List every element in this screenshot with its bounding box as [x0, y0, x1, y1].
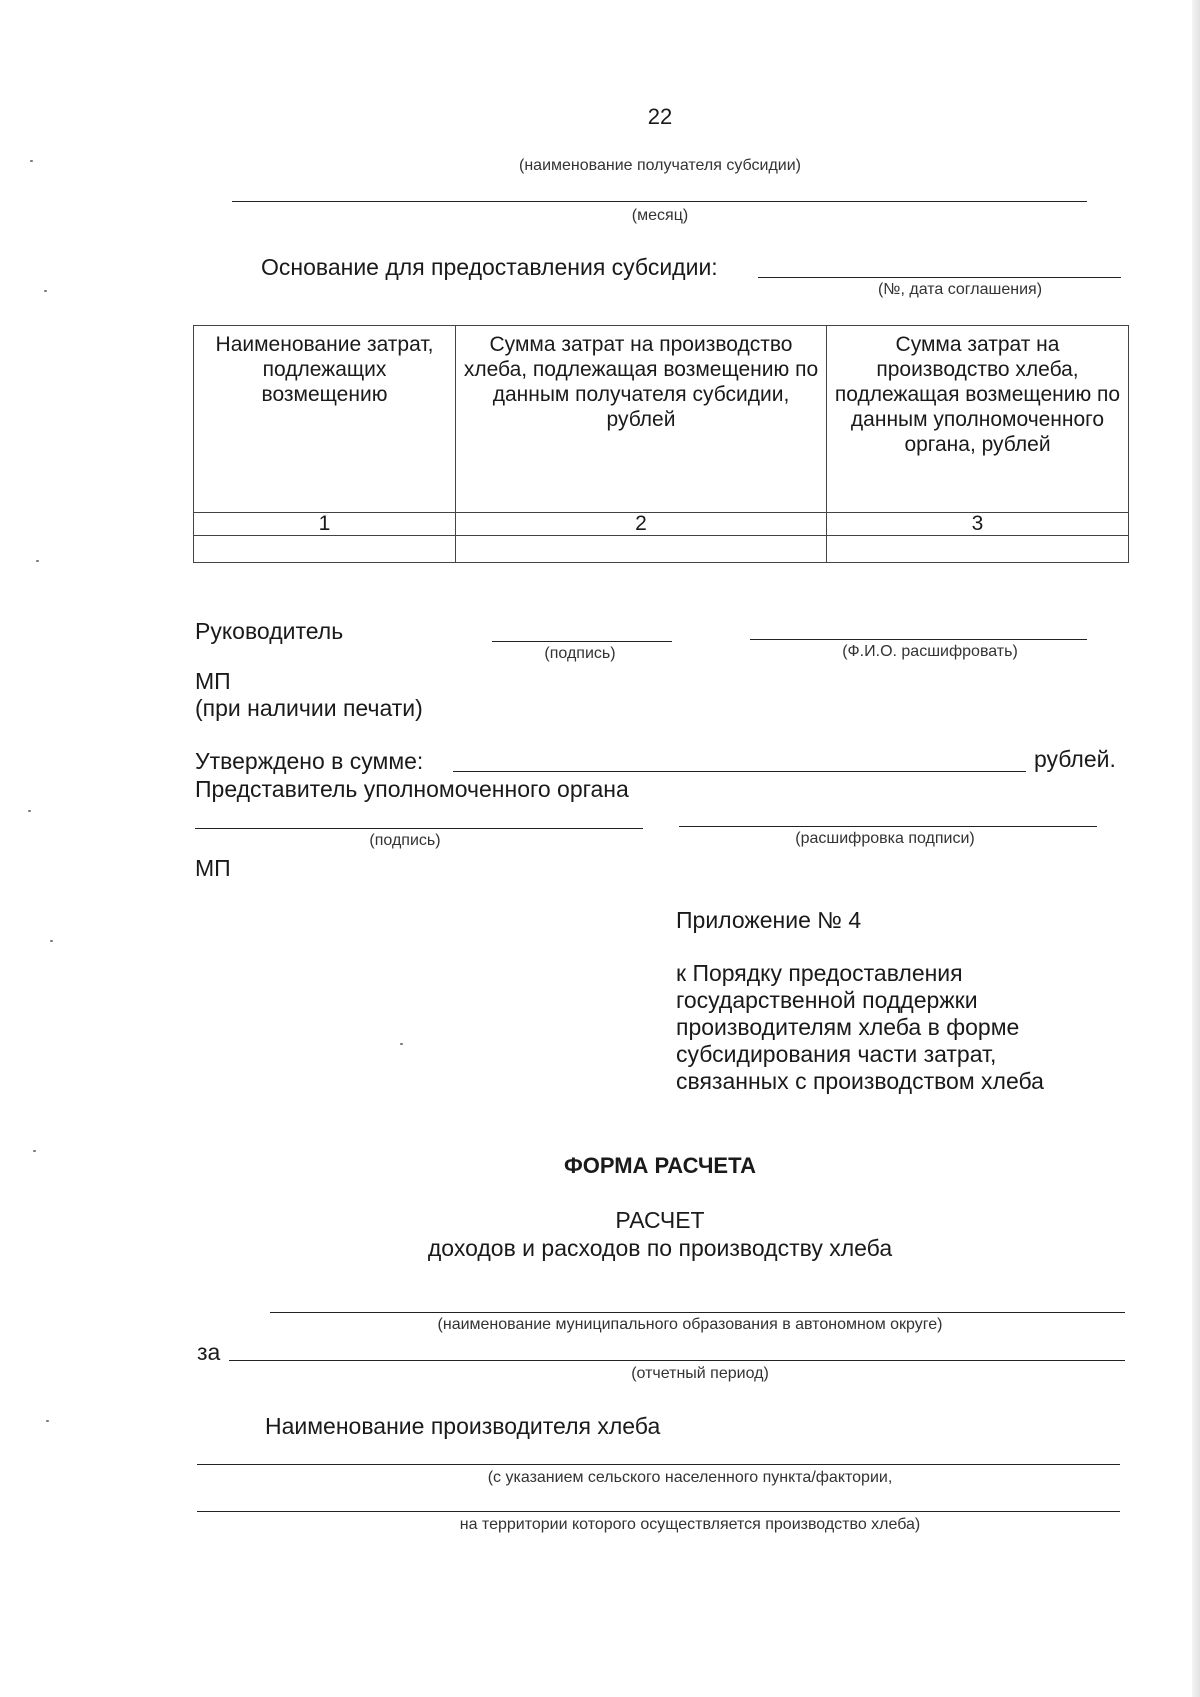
producer-label: Наименование производителя хлеба — [265, 1413, 661, 1439]
approved-label: Утверждено в сумме: — [195, 748, 424, 774]
column-number: 1 — [194, 513, 456, 536]
column-number: 3 — [827, 513, 1129, 536]
head-name-line — [750, 639, 1087, 640]
cost-table — [193, 325, 1129, 563]
territory-line — [197, 1511, 1120, 1512]
table-header-cell: Сумма затрат на производство хлеба, подлежащая возмещению по данным уполномоченного органа, рублей — [827, 326, 1129, 513]
period-caption: (отчетный период) — [631, 1365, 769, 1382]
rep-stamp-label: МП — [195, 855, 231, 881]
form-title: ФОРМА РАСЧЕТА — [563, 1153, 757, 1178]
scan-speck — [50, 940, 53, 942]
stamp-note: (при наличии печати) — [195, 695, 423, 721]
scan-speck — [30, 160, 33, 162]
page-number: 22 — [647, 104, 673, 129]
month-caption: (месяц) — [631, 207, 689, 224]
table-header-cell: Сумма затрат на производство хлеба, подлежащая возмещению по данным получателя субсидии, рублей — [456, 326, 827, 513]
recipient-caption: (наименование получателя субсидии) — [519, 157, 801, 174]
appendix-title: Приложение № 4 — [676, 907, 862, 933]
head-name-caption: (Ф.И.О. расшифровать) — [842, 643, 1018, 660]
municipality-caption: (наименование муниципального образования в автономном округе) — [437, 1316, 943, 1333]
column-number: 2 — [456, 513, 827, 536]
rep-decode-line — [679, 826, 1097, 827]
head-signature-line — [492, 641, 672, 642]
month-line — [232, 201, 1087, 202]
approved-sum-line — [453, 771, 1026, 772]
table-header-cell: Наименование затрат, подлежащих возмещению — [194, 326, 456, 513]
territory-caption: на территории которого осуществляется производство хлеба) — [459, 1516, 921, 1533]
table-row — [194, 536, 1129, 563]
municipality-line — [270, 1312, 1125, 1313]
calculation-title: РАСЧЕТ — [615, 1207, 705, 1233]
scan-speck — [46, 1420, 49, 1422]
appendix-line: государственной поддержки — [676, 987, 978, 1013]
representative-label: Представитель уполномоченного органа — [195, 776, 629, 802]
appendix-line: производителям хлеба в форме — [676, 1014, 1020, 1040]
table-header-row — [194, 326, 1129, 513]
page-edge-shadow — [1192, 0, 1200, 1697]
table-number-row — [194, 513, 1129, 536]
head-label: Руководитель — [195, 618, 344, 644]
stamp-label: МП — [195, 668, 231, 694]
head-signature-caption: (подпись) — [544, 645, 616, 662]
rep-decode-caption: (расшифровка подписи) — [795, 830, 975, 847]
appendix-line: субсидирования части затрат, — [676, 1041, 997, 1067]
approved-currency: рублей. — [1034, 746, 1116, 772]
scan-speck — [33, 1150, 36, 1152]
table-cell — [456, 536, 827, 563]
rep-signature-caption: (подпись) — [369, 832, 441, 849]
basis-caption: (№, дата соглашения) — [877, 281, 1043, 298]
period-prefix: за — [197, 1339, 221, 1365]
appendix-line: к Порядку предоставления — [676, 960, 963, 986]
basis-label: Основание для предоставления субсидии: — [261, 254, 718, 280]
settlement-caption: (с указанием сельского населенного пункта/фактории, — [487, 1469, 893, 1486]
scan-speck — [28, 810, 31, 812]
basis-line — [758, 277, 1121, 278]
producer-line — [197, 1464, 1120, 1465]
period-line — [229, 1360, 1125, 1361]
table-cell — [194, 536, 456, 563]
rep-signature-line — [195, 828, 643, 829]
scan-speck — [36, 560, 39, 562]
appendix-line: связанных с производством хлеба — [676, 1068, 1044, 1094]
scan-speck — [44, 290, 47, 292]
calculation-subtitle: доходов и расходов по производству хлеба — [427, 1235, 893, 1261]
scan-speck — [400, 1043, 403, 1045]
table-cell — [827, 536, 1129, 563]
appendix-reference — [676, 960, 1116, 1095]
